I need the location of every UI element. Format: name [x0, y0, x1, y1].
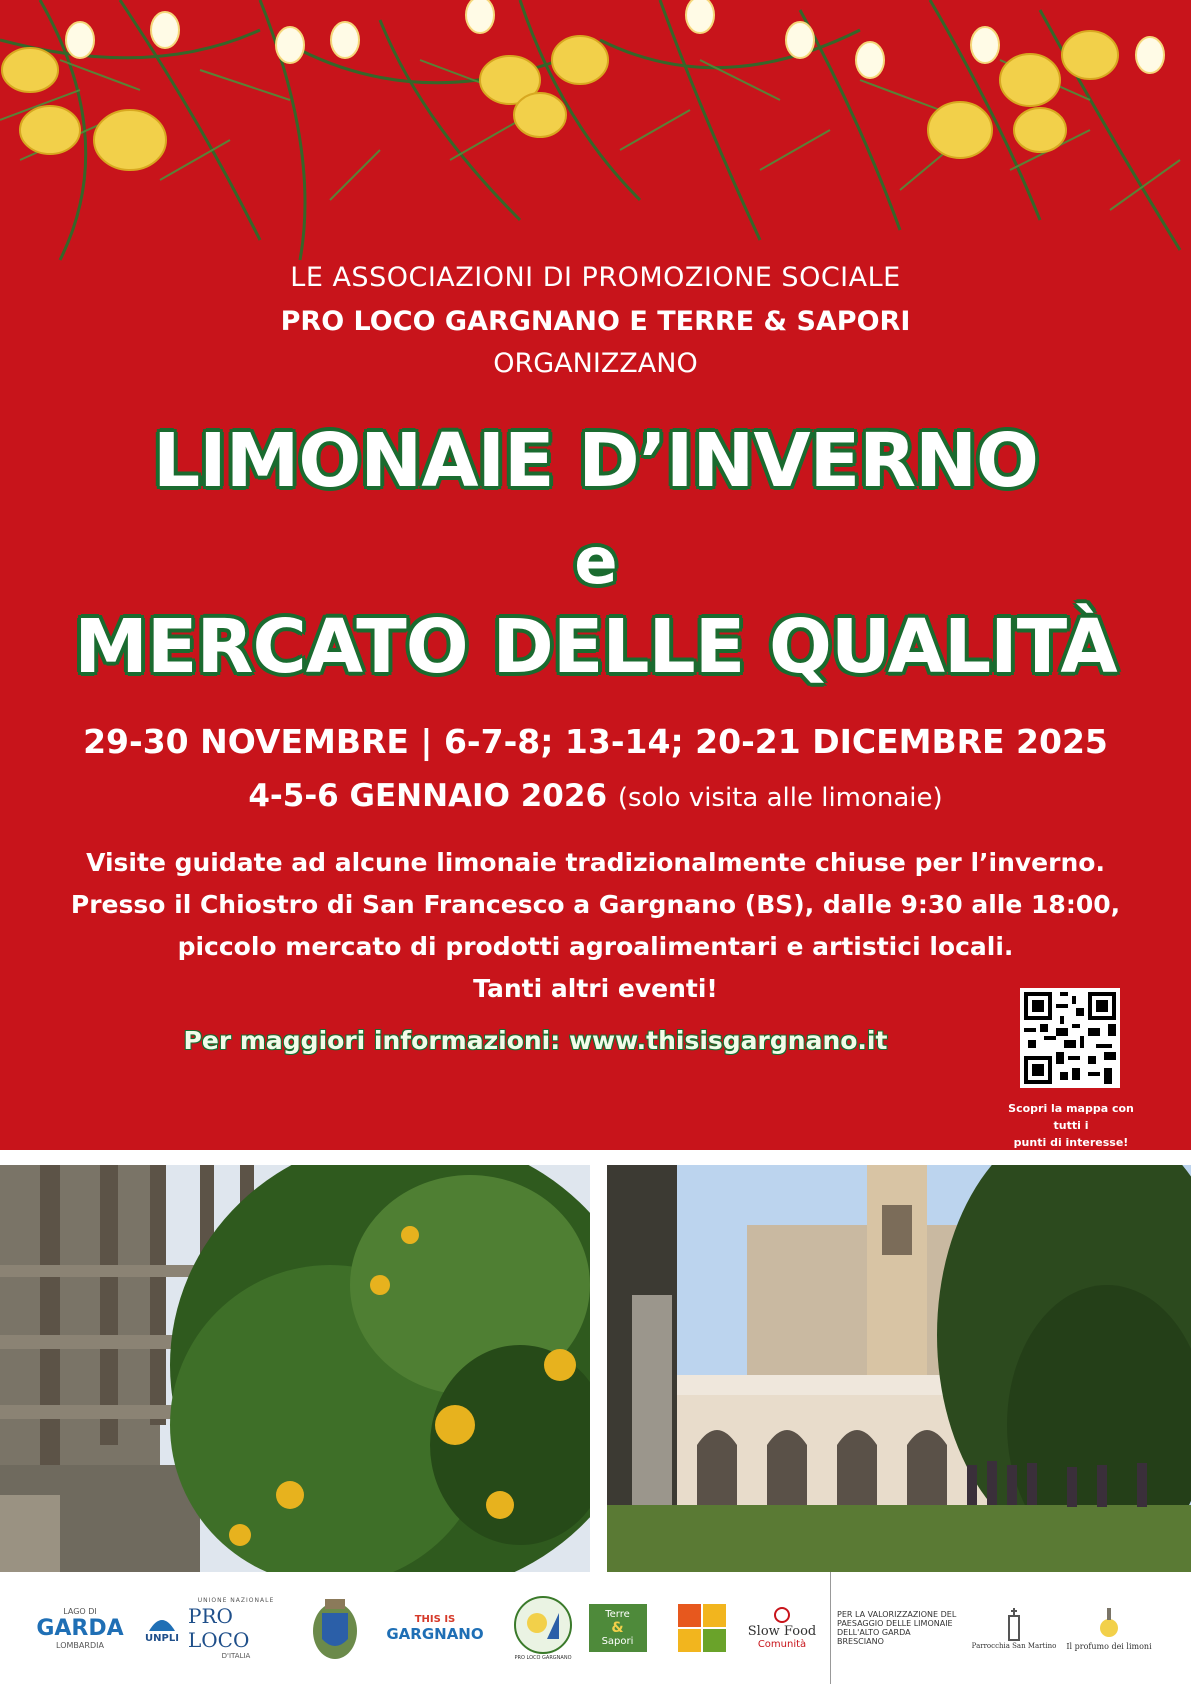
logo-paesaggio-line-3: DELL'ALTO GARDA BRESCIANO	[837, 1628, 911, 1646]
description-line-4: Tanti altri eventi!	[473, 974, 718, 1003]
qr-code-icon	[1020, 988, 1120, 1088]
logo-proloco-garg-text: PRO LOCO GARGNANO	[514, 1655, 572, 1661]
dates-line-2-note: (solo visita alle limonaie)	[617, 783, 943, 813]
logo-profumo-limoni	[1064, 1572, 1154, 1684]
qr-caption-line-1: Scopri la mappa con tutti i	[1008, 1102, 1134, 1132]
description-line-3: piccolo mercato di prodotti agroalimentari e artistici locali.	[177, 932, 1014, 961]
snail-icon	[770, 1606, 794, 1624]
lemon-tower-icon	[1094, 1606, 1124, 1642]
quad-squares-icon	[676, 1602, 728, 1654]
dates-line-2-main: 4-5-6 GENNAIO 2026	[248, 778, 608, 814]
logo-terre-bottom: Sapori	[601, 1636, 634, 1647]
logo-profumo-text: Il profumo dei limoni	[1066, 1641, 1152, 1651]
logo-terre-sapori	[585, 1572, 650, 1684]
intro-line-1: LE ASSOCIAZIONI DI PROMOZIONE SOCIALE	[290, 262, 901, 293]
logo-paesaggio-limonaie	[830, 1572, 960, 1684]
logo-thisis-top: THIS IS	[414, 1613, 456, 1625]
qr-caption	[996, 1100, 1146, 1150]
logo-unpli-text: UNPLI	[145, 1632, 179, 1644]
qr-code[interactable]	[1020, 988, 1120, 1088]
logo-terre-top: Terre	[605, 1609, 630, 1620]
logo-terre-amp: &	[611, 1620, 624, 1636]
logo-lago-di-garda	[30, 1572, 130, 1684]
logo-comune-gargnano	[300, 1572, 370, 1684]
logo-pro-loco-italia	[188, 1572, 284, 1684]
title-line-3: MERCATO DELLE QUALITÀ	[74, 604, 1117, 690]
description-line-1: Visite guidate ad alcune limonaie tradizionalmente chiuse per l’inverno.	[86, 848, 1105, 877]
logo-garda-main: GARDA	[36, 1615, 124, 1641]
logo-garda-sub: LOMBARDIA	[56, 1640, 104, 1650]
photo-limonaia	[0, 1165, 590, 1572]
logo-proloco-top: UNIONE NAZIONALE	[197, 1596, 275, 1604]
logos-bar	[0, 1572, 1191, 1684]
info-link[interactable]: Per maggiori informazioni: www.thisisgargnano.it	[183, 1026, 888, 1055]
coat-of-arms-icon	[310, 1593, 360, 1663]
photo-chiostro	[607, 1165, 1191, 1572]
logo-unpli	[140, 1572, 184, 1684]
church-icon	[999, 1606, 1029, 1642]
logo-slowfood-main: Slow Food	[747, 1624, 817, 1639]
logo-this-is-gargnano	[380, 1572, 490, 1684]
logo-thisis-main: GARGNANO	[386, 1624, 484, 1643]
logo-slowfood-sub: Comunità	[757, 1639, 807, 1650]
logo-orange-squares	[672, 1572, 732, 1684]
logo-pro-loco-gargnano	[502, 1572, 584, 1684]
intro-line-2: PRO LOCO GARGNANO E TERRE & SAPORI	[280, 306, 911, 337]
logo-paesaggio-line-1: PER LA VALORIZZAZIONE DEL	[837, 1610, 957, 1619]
dates-line-1: 29-30 NOVEMBRE | 6-7-8; 13-14; 20-21 DICEMBRE 2025	[83, 722, 1108, 761]
title-line-1: LIMONAIE D’INVERNO	[153, 418, 1038, 504]
title-line-2: e	[574, 525, 617, 599]
logo-slow-food	[742, 1572, 822, 1684]
logo-paesaggio-line-2: PAESAGGIO DELLE LIMONAIE	[837, 1619, 953, 1628]
logo-proloco-main: PRO LOCO	[188, 1603, 250, 1652]
qr-caption-line-2: punti di interesse!	[1013, 1136, 1129, 1149]
intro-line-3: ORGANIZZANO	[493, 348, 698, 379]
logo-parrocchia-text: Parrocchia San Martino	[971, 1642, 1057, 1650]
logo-garda-top: LAGO DI	[63, 1606, 97, 1616]
unpli-icon	[147, 1613, 177, 1633]
garland-decoration	[0, 0, 1191, 300]
logo-parrocchia	[966, 1572, 1062, 1684]
logo-proloco-sub: D'ITALIA	[221, 1651, 251, 1660]
description-line-2: Presso il Chiostro di San Francesco a Gargnano (BS), dalle 9:30 alle 18:00,	[70, 890, 1121, 919]
dates-line-2	[0, 778, 1191, 814]
pro-loco-gargnano-icon	[513, 1595, 573, 1655]
